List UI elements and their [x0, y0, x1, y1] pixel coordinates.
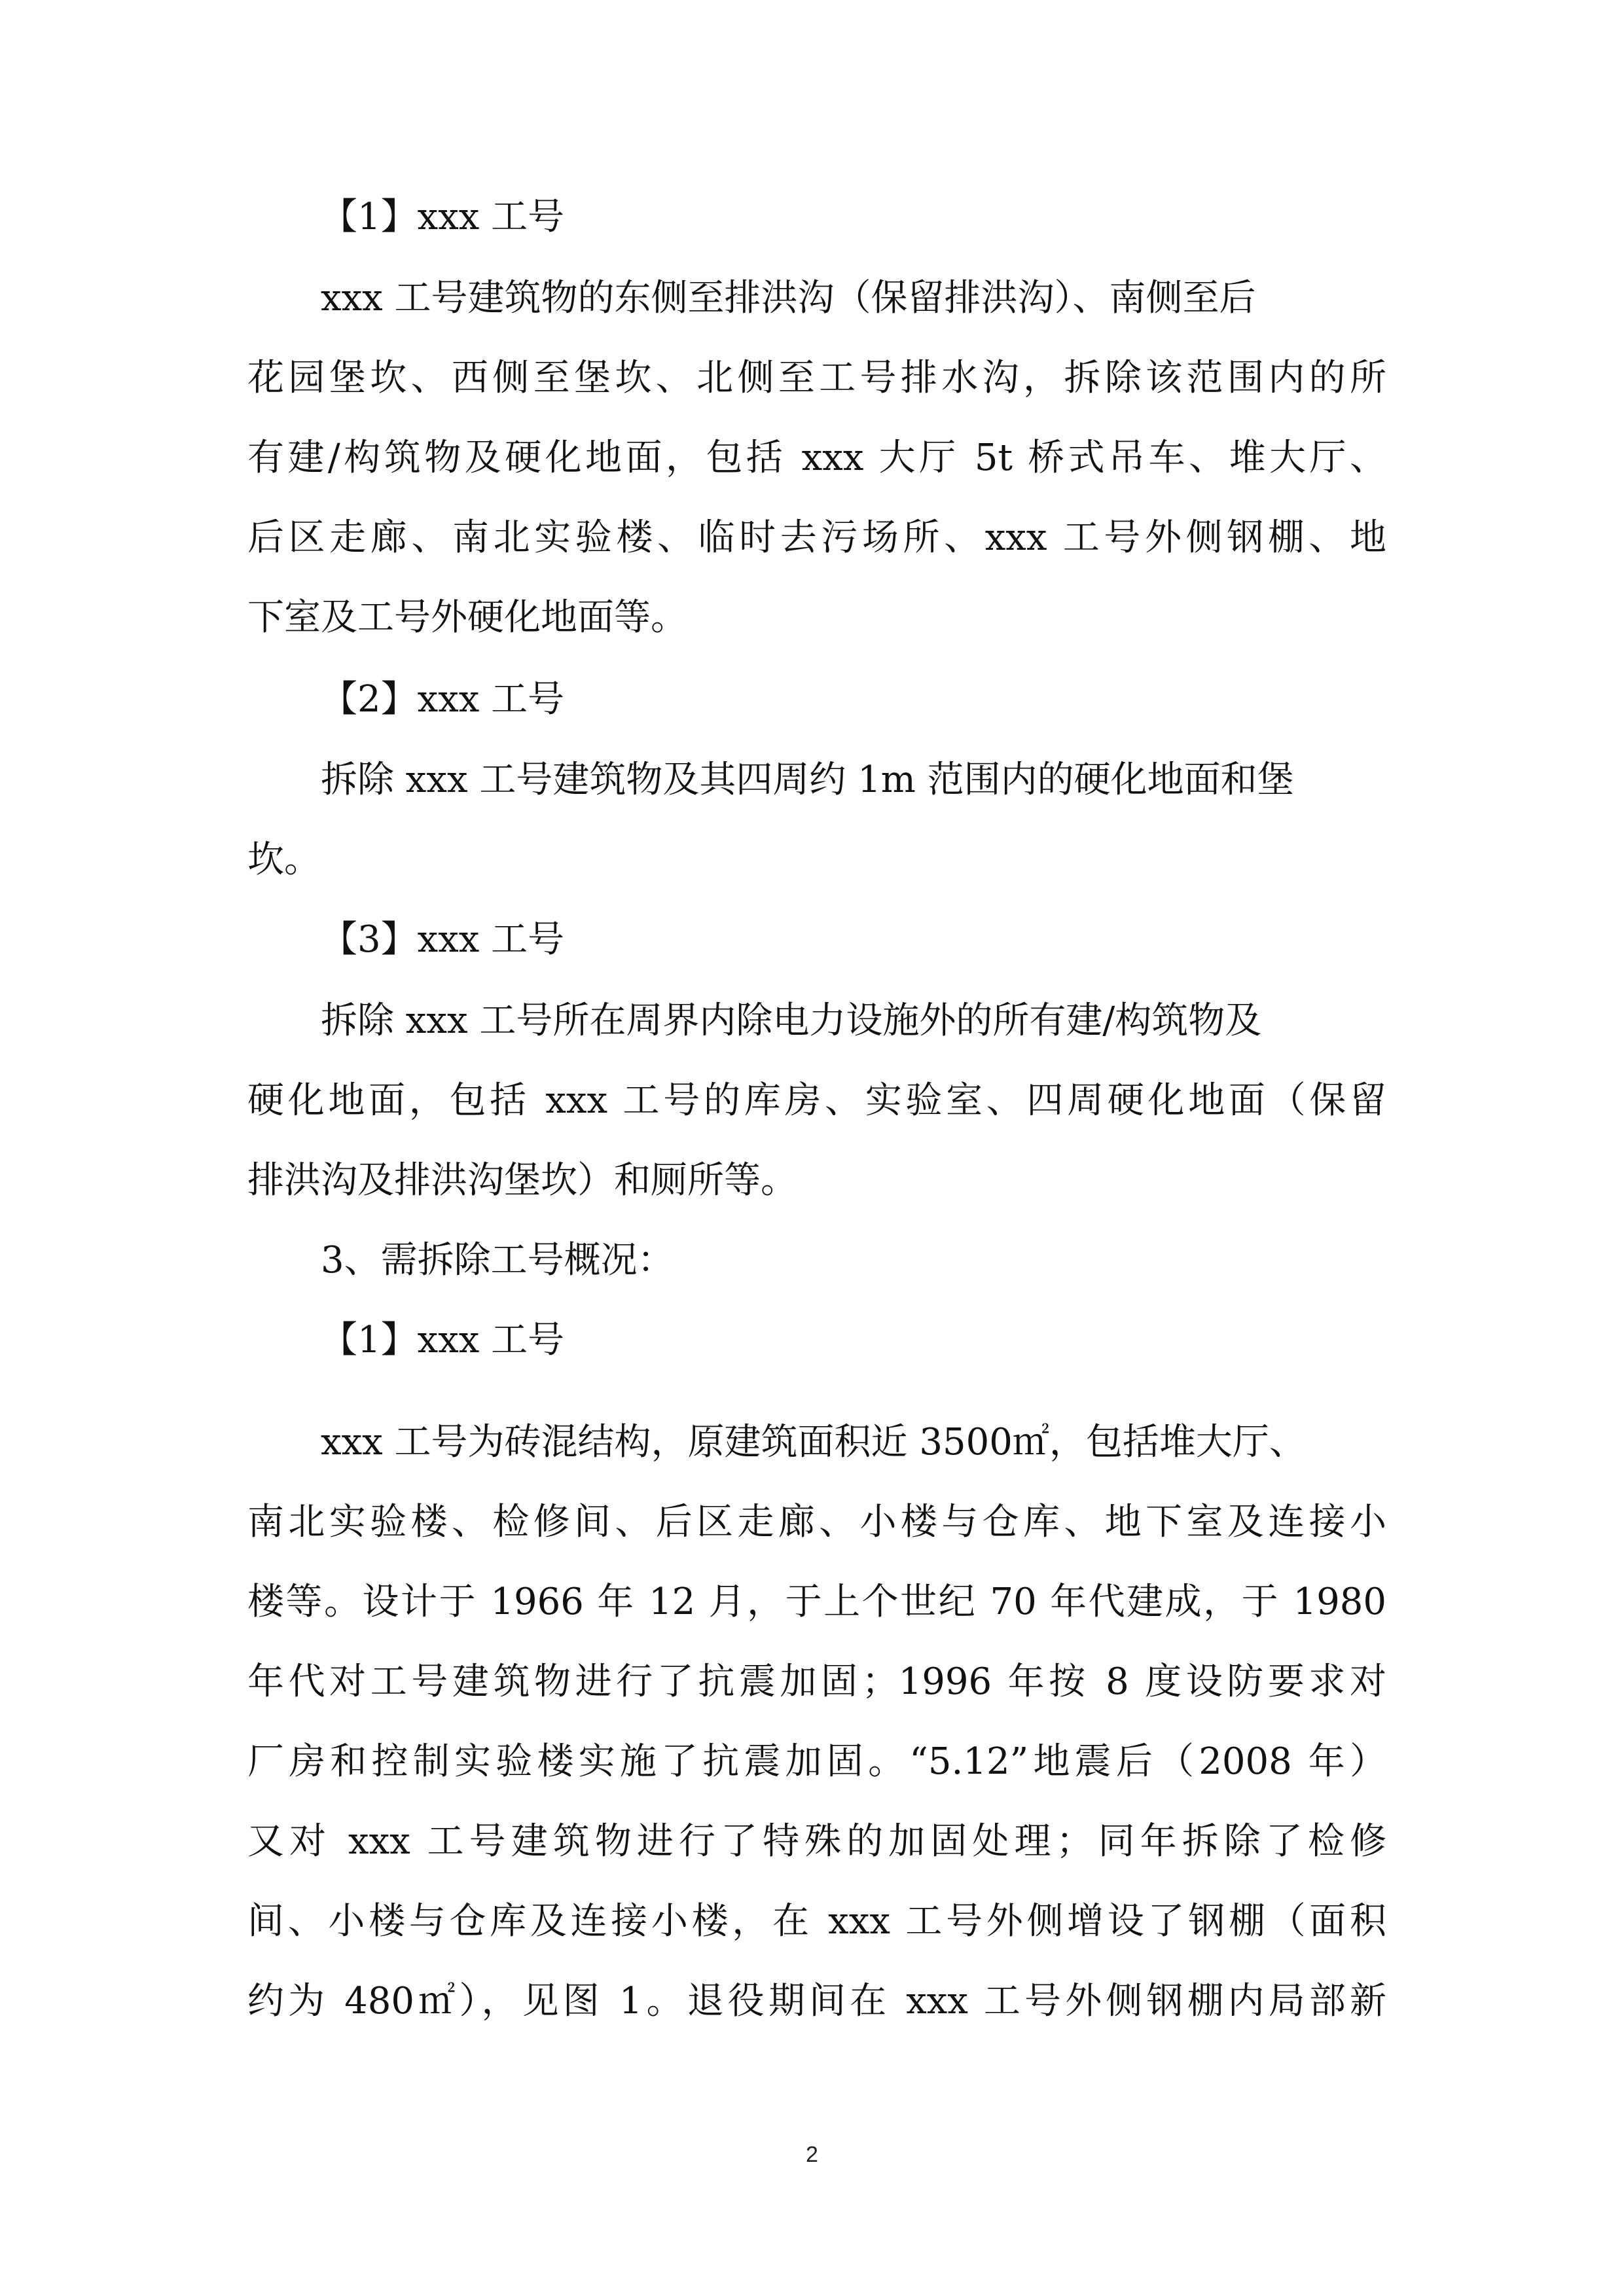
paragraph-line: 坎。: [247, 838, 321, 881]
paragraph-line: 花园堡坎、西侧至堡坎、北侧至工号排水沟，拆除该范围内的所: [247, 357, 1386, 399]
paragraph-line: xxx 工号为砖混结构，原建筑面积近 3500㎡，包括堆大厅、: [321, 1421, 1306, 1463]
section-heading-1: 【1】xxx 工号: [321, 196, 565, 238]
paragraph-line: 下室及工号外硬化地面等。: [247, 596, 687, 639]
section-heading-2: 【2】xxx 工号: [321, 678, 565, 721]
section-heading-overview: 3、需拆除工号概况：: [321, 1239, 674, 1282]
paragraph-line: 硬化地面，包括 xxx 工号的库房、实验室、四周硬化地面（保留: [247, 1079, 1386, 1122]
section-heading-3: 【3】xxx 工号: [321, 918, 565, 961]
paragraph-line: 间、小楼与仓库及连接小楼，在 xxx 工号外侧增设了钢棚（面积: [247, 1900, 1386, 1943]
paragraph-line: xxx 工号建筑物的东侧至排洪沟（保留排洪沟）、南侧至后: [321, 277, 1256, 319]
paragraph-line: 排洪沟及排洪沟堡坎）和厕所等。: [247, 1159, 797, 1202]
paragraph-line: 拆除 xxx 工号建筑物及其四周约 1m 范围内的硬化地面和堡: [321, 759, 1294, 801]
paragraph-line: 约为 480㎡），见图 1。退役期间在 xxx 工号外侧钢棚内局部新: [247, 1980, 1386, 2022]
paragraph-line: 楼等。设计于 1966 年 12 月，于上个世纪 70 年代建成，于 1980: [247, 1581, 1386, 1623]
paragraph-line: 厂房和控制实验楼实施了抗震加固。“5.12”地震后（2008 年）: [247, 1740, 1386, 1783]
page-number: 2: [806, 2142, 818, 2167]
paragraph-line: 南北实验楼、检修间、后区走廊、小楼与仓库、地下室及连接小: [247, 1501, 1386, 1543]
paragraph-line: 有建/构筑物及硬化地面，包括 xxx 大厅 5t 桥式吊车、堆大厅、: [247, 437, 1386, 479]
paragraph-line: 年代对工号建筑物进行了抗震加固；1996 年按 8 度设防要求对: [247, 1660, 1386, 1703]
paragraph-line: 拆除 xxx 工号所在周界内除电力设施外的所有建/构筑物及: [321, 999, 1262, 1042]
paragraph-line: 后区走廊、南北实验楼、临时去污场所、xxx 工号外侧钢棚、地: [247, 516, 1386, 559]
paragraph-line: 又对 xxx 工号建筑物进行了特殊的加固处理；同年拆除了检修: [247, 1820, 1386, 1863]
section-heading-1: 【1】xxx 工号: [321, 1319, 565, 1361]
